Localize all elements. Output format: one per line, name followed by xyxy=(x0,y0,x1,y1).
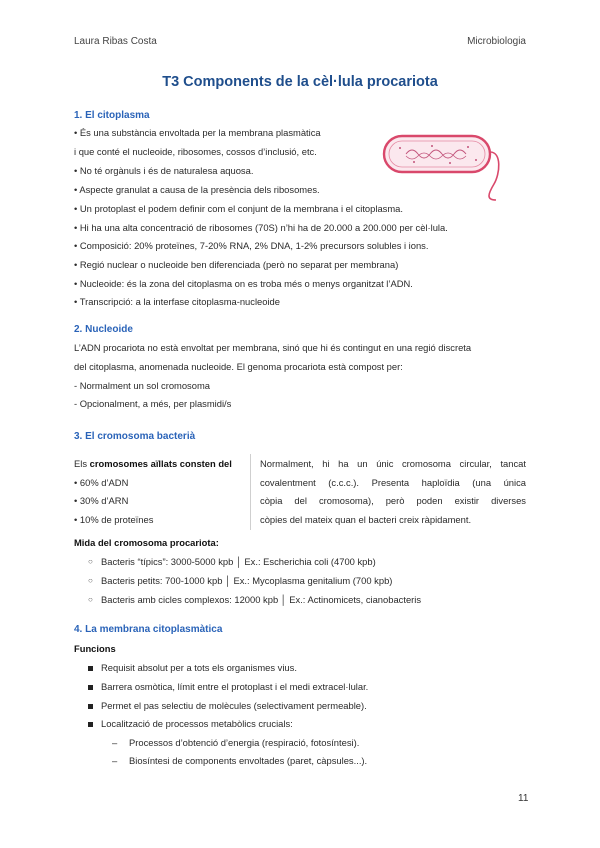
s3-right-line: còpia del cromosoma), però poden existir diverses xyxy=(260,495,526,506)
hollow-bullet-icon: ○ xyxy=(88,557,93,566)
s1-line: • És una substància envoltada per la membrana plasmàtica xyxy=(74,127,321,138)
s1-line: • Composició: 20% proteïnes, 7-20% RNA, 2% DNA, 1-2% precursors solubles i ions. xyxy=(74,240,429,251)
s3-left-item: • 60% d’ADN xyxy=(74,477,129,488)
s1-line: • Transcripció: a la interfase citoplasma-nucleoide xyxy=(74,296,280,307)
s4-item: Permet el pas selectiu de molècules (selectivament permeable). xyxy=(101,700,367,711)
square-bullet-icon xyxy=(88,722,93,727)
s1-line: • Nucleoide: és la zona del citoplasma on es troba més o menys organitzat l’ADN. xyxy=(74,278,413,289)
bacterium-illustration xyxy=(370,122,530,202)
s2-line: - Normalment un sol cromosoma xyxy=(74,380,210,391)
s3-right-line: Normalment, hi ha un únic cromosoma circular, tancat xyxy=(260,458,526,469)
s1-line: • Un protoplast el podem definir com el conjunt de la membrana i el citoplasma. xyxy=(74,203,403,214)
dash-bullet-icon: – xyxy=(112,737,118,748)
hollow-bullet-icon: ○ xyxy=(88,595,93,604)
s4-item: Requisit absolut per a tots els organismes vius. xyxy=(101,662,297,673)
s2-line: L’ADN procariota no està envoltat per membrana, sinó que hi és contingut en una regió discreta xyxy=(74,342,472,353)
s3-size-item: Bacteris amb cicles complexos: 12000 kpb │ Ex.: Actinomicets, cianobacteris xyxy=(101,594,422,605)
hollow-bullet-icon: ○ xyxy=(88,576,93,585)
section-4-heading: 4. La membrana citoplasmàtica xyxy=(74,624,223,635)
s1-line: • Hi ha una alta concentració de ribosomes (70S) n’hi ha de 20.000 a 200.000 per cèl·lula. xyxy=(74,222,448,233)
s1-line: • Aspecte granulat a causa de la presència dels ribosomes. xyxy=(74,184,320,195)
s3-left-item: • 30% d’ARN xyxy=(74,495,129,506)
s1-line: • Regió nuclear o nucleoide ben diferenciada (però no separat per membrana) xyxy=(74,259,399,270)
s1-line: • No té orgànuls i és de naturalesa aquosa. xyxy=(74,165,254,176)
section-3-heading: 3. El cromosoma bacterià xyxy=(74,431,196,442)
s4-subitem: Processos d’obtenció d’energia (respiració, fotosíntesi). xyxy=(129,737,360,748)
square-bullet-icon xyxy=(88,666,93,671)
s4-subheading: Funcions xyxy=(74,643,116,654)
section-1-heading: 1. El citoplasma xyxy=(74,110,150,121)
s4-item: Barrera osmòtica, límit entre el protoplast i el medi extracel·lular. xyxy=(101,681,369,692)
column-divider xyxy=(250,454,251,530)
page-number: 11 xyxy=(518,793,529,804)
s3-size-heading: Mida del cromosoma procariota: xyxy=(74,537,219,548)
s3-size-item: Bacteris petits: 700-1000 kpb │ Ex.: Mycoplasma genitalium (700 kpb) xyxy=(101,575,393,586)
s4-subitem: Biosíntesi de components envoltades (paret, càpsules...). xyxy=(129,755,368,766)
s3-right-line: còpies del mateix quan el bacteri creix ràpidament. xyxy=(260,514,472,525)
s1-line: i que conté el nucleoide, ribosomes, cossos d’inclusió, etc. xyxy=(74,146,317,157)
s2-line: del citoplasma, anomenada nucleoide. El genoma procariota està compost per: xyxy=(74,361,403,372)
square-bullet-icon xyxy=(88,704,93,709)
s2-line: - Opcionalment, a més, per plasmidi/s xyxy=(74,398,232,409)
header-subject: Microbiologia xyxy=(467,36,526,47)
s3-right-line: covalentment (c.c.c.). Presenta haploïdia (una única xyxy=(260,477,526,488)
section-2-heading: 2. Nucleoide xyxy=(74,324,133,335)
page-title: T3 Components de la cèl·lula procariota xyxy=(162,74,438,90)
s3-left-item: • 10% de proteïnes xyxy=(74,514,154,525)
s3-left-prefix: Els xyxy=(74,458,90,469)
s3-left-bold: cromosomes aïllats consten del xyxy=(89,458,232,469)
dash-bullet-icon: – xyxy=(112,755,118,766)
s3-size-item: Bacteris “típics”: 3000-5000 kpb │ Ex.: Escherichia coli (4700 kpb) xyxy=(101,556,376,567)
square-bullet-icon xyxy=(88,685,93,690)
s4-item: Localització de processos metabòlics crucials: xyxy=(101,718,293,729)
s3-left-intro xyxy=(74,458,232,469)
header-author: Laura Ribas Costa xyxy=(74,36,157,47)
